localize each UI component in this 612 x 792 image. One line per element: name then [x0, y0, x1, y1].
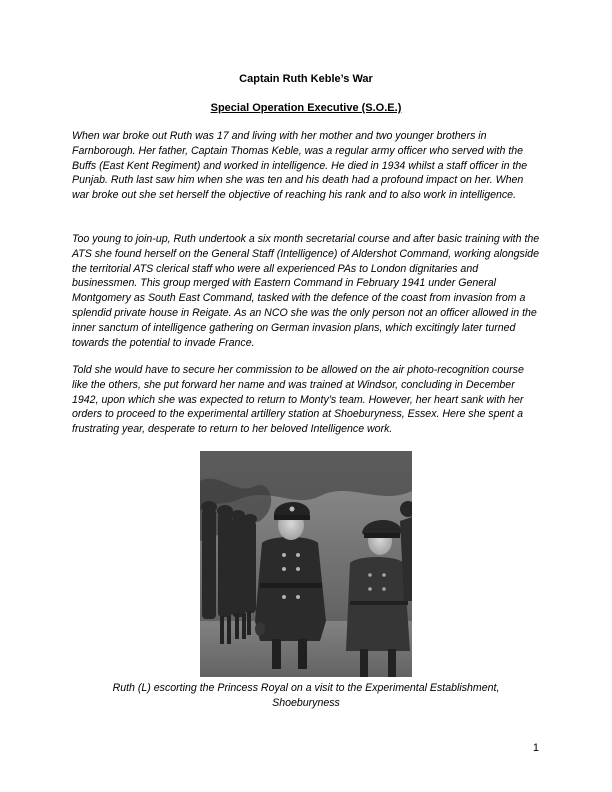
document-subtitle: Special Operation Executive (S.O.E.)	[210, 102, 402, 114]
page-number: 1	[532, 742, 539, 754]
document-title: Captain Ruth Keble’s War	[239, 73, 373, 85]
photograph-illustration	[200, 451, 412, 677]
historical-photograph	[200, 451, 412, 677]
paragraph-1: When war broke out Ruth was 17 and living with her mother and two younger brothers in Farnborough. Her father, Captain Thomas Keble, was a regular army officer who served with the Buffs (East Kent Regiment) and worked in intelligence. He died in 1934 whilst a staff officer in the Punjab. Ruth last saw him when she was ten and his death had a profound impact on her. When war broke out she set herself the objective of reaching his rank and to also work in intelligence.	[72, 130, 528, 202]
paragraph-3: Told she would have to secure her commission to be allowed on the air photo-recognition course like the others, she put forward her name and was trained at Windsor, concluding in December 1942, upon which she was expected to return to Monty’s team. However, her heart sank with her orders to proceed to the experimental artillery station at Shoeburyness, Essex. Here she spent a frustrating year, desperate to return to her beloved Intelligence work.	[72, 364, 524, 436]
photo-caption: Ruth (L) escorting the Princess Royal on a visit to the Experimental Establishment, Shoeburyness	[112, 682, 500, 709]
paragraph-2: Too young to join-up, Ruth undertook a six month secretarial course and after basic training with the ATS she found herself on the General Staff (Intelligence) of Aldershot Command, working alongside the territorial ATS clerical staff who were all experienced PAs to London dignitaries and businessmen. This group merged with Eastern Command in February 1941 under General Montgomery as South East Command, tasked with the defence of the coast from invasion from a splendid private house in Reigate. As an NCO she was the only person not an officer allowed in the inner sanctum of intelligence gathering on German invasion plans, which excitingly later turned towards the potential to invade France.	[72, 233, 540, 349]
